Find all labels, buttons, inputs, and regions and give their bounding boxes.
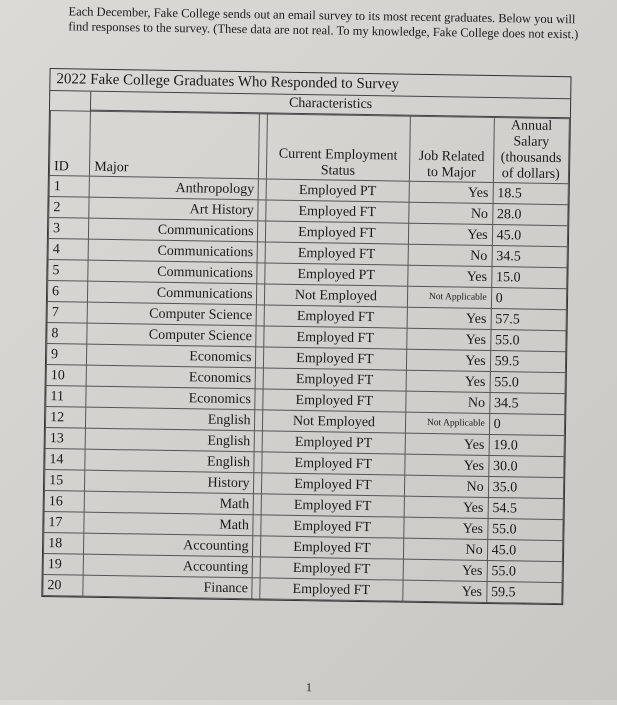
cell-employment: Employed FT	[261, 452, 405, 475]
cell-major: Economics	[86, 386, 256, 410]
cell-salary: 0	[489, 413, 565, 435]
cell-id: 10	[46, 365, 87, 387]
cell-job-related: No	[408, 244, 492, 266]
cell-job-related: Yes	[408, 265, 492, 287]
cell-job-related: Not Applicable	[407, 286, 491, 308]
cell-major: Art History	[89, 197, 259, 221]
cell-major: Math	[84, 491, 254, 515]
col-header-salary: Annual Salary (thousands of dollars)	[493, 118, 569, 184]
cell-id: 12	[45, 407, 86, 429]
table-title: 2022 Fake College Graduates Who Responded to Survey	[50, 69, 570, 99]
cell-employment: Employed FT	[265, 200, 409, 223]
cell-employment: Employed FT	[260, 515, 404, 538]
cell-employment: Employed FT	[259, 578, 403, 601]
cell-id: 18	[43, 533, 84, 555]
cell-id: 15	[44, 470, 85, 492]
page-number: 1	[305, 680, 313, 695]
cell-major: Finance	[83, 575, 253, 599]
cell-salary: 59.5	[490, 350, 566, 372]
cell-salary: 34.5	[489, 392, 565, 414]
cell-employment: Employed PT	[264, 263, 408, 286]
cell-salary: 45.0	[492, 225, 568, 247]
cell-job-related: Not Applicable	[405, 412, 489, 434]
cell-major: Accounting	[83, 554, 253, 578]
cell-employment: Employed FT	[261, 494, 405, 517]
cell-id: 13	[45, 428, 86, 450]
cell-salary: 35.0	[488, 476, 564, 498]
cell-salary: 34.5	[492, 246, 568, 268]
cell-id: 1	[49, 176, 90, 198]
cell-major: Economics	[87, 344, 257, 368]
cell-salary: 55.0	[490, 329, 566, 351]
cell-id: 17	[44, 512, 85, 534]
cell-salary: 59.5	[486, 581, 562, 603]
cell-employment: Employed PT	[262, 431, 406, 454]
cell-job-related: Yes	[407, 307, 491, 329]
cell-id: 4	[48, 239, 89, 261]
cell-employment: Employed FT	[263, 326, 407, 349]
cell-major: Communications	[88, 260, 258, 284]
cell-major: Computer Science	[87, 323, 257, 347]
cell-major: English	[86, 407, 256, 431]
cell-job-related: Yes	[403, 559, 487, 581]
col-header-id: ID	[49, 111, 90, 177]
cell-salary: 15.0	[491, 267, 567, 289]
cell-major: Accounting	[84, 533, 254, 557]
cell-job-related: No	[406, 391, 490, 413]
cell-job-related: Yes	[406, 370, 490, 392]
cell-employment: Employed FT	[263, 347, 407, 370]
cell-job-related: Yes	[409, 181, 493, 203]
cell-id: 11	[46, 386, 87, 408]
cell-major: Communications	[88, 239, 258, 263]
cell-salary: 54.5	[488, 497, 564, 519]
cell-major: Computer Science	[87, 302, 257, 326]
cell-salary: 57.5	[491, 309, 567, 331]
cell-job-related: Yes	[405, 433, 489, 455]
cell-major: Communications	[89, 218, 259, 242]
cell-salary: 55.0	[487, 560, 563, 582]
col-header-job-related: Job Related to Major	[409, 116, 494, 182]
cell-major: History	[85, 470, 255, 494]
cell-major: Communications	[88, 281, 258, 305]
cell-salary: 30.0	[488, 455, 564, 477]
cell-id: 5	[48, 260, 89, 282]
cell-major: Math	[84, 512, 254, 536]
cell-salary: 55.0	[487, 518, 563, 540]
cell-job-related: Yes	[408, 223, 492, 245]
cell-major: Anthropology	[89, 176, 259, 200]
cell-employment: Employed FT	[260, 557, 404, 580]
cell-job-related: Yes	[407, 328, 491, 350]
cell-job-related: Yes	[403, 580, 487, 602]
cell-employment: Employed FT	[263, 368, 407, 391]
cell-job-related: No	[409, 202, 493, 224]
col-header-major: Major	[90, 111, 260, 179]
cell-major: English	[85, 449, 255, 473]
cell-id: 16	[44, 491, 85, 513]
cell-id: 3	[48, 218, 89, 240]
survey-table	[41, 68, 571, 605]
cell-employment: Employed FT	[265, 242, 409, 265]
cell-salary: 55.0	[490, 371, 566, 393]
cell-salary: 18.5	[493, 183, 569, 205]
cell-job-related: No	[404, 538, 488, 560]
cell-id: 19	[43, 554, 84, 576]
cell-id: 9	[46, 344, 87, 366]
cell-employment: Employed PT	[266, 179, 410, 202]
cell-employment: Employed FT	[264, 305, 408, 328]
cell-id: 2	[49, 197, 90, 219]
cell-employment: Employed FT	[262, 389, 406, 412]
col-header-employment: Current Employment Status	[266, 114, 410, 181]
cell-salary: 0	[491, 288, 567, 310]
cell-job-related: Yes	[404, 517, 488, 539]
cell-job-related: Yes	[404, 496, 488, 518]
cell-salary: 28.0	[492, 204, 568, 226]
cell-id: 14	[45, 449, 86, 471]
cell-job-related: No	[404, 475, 488, 497]
group-header: Characteristics	[90, 92, 570, 119]
cell-id: 6	[47, 281, 88, 303]
cell-major: English	[85, 428, 255, 452]
intro-paragraph: Each December, Fake College sends out an email survey to its most recent graduates. Below you will find responses to the survey. (These data are not real. To my knowledge, Fake College does not exist.)	[68, 4, 579, 42]
cell-job-related: Yes	[406, 349, 490, 371]
cell-employment: Not Employed	[264, 284, 408, 307]
cell-salary: 19.0	[489, 434, 565, 456]
cell-id: 7	[47, 302, 88, 324]
cell-employment: Employed FT	[265, 221, 409, 244]
cell-major: Economics	[86, 365, 256, 389]
cell-salary: 45.0	[487, 539, 563, 561]
cell-id: 8	[47, 323, 88, 345]
cell-employment: Employed FT	[260, 536, 404, 559]
cell-employment: Employed FT	[261, 473, 405, 496]
cell-job-related: Yes	[405, 454, 489, 476]
cell-id: 20	[43, 574, 84, 596]
cell-employment: Not Employed	[262, 410, 406, 433]
